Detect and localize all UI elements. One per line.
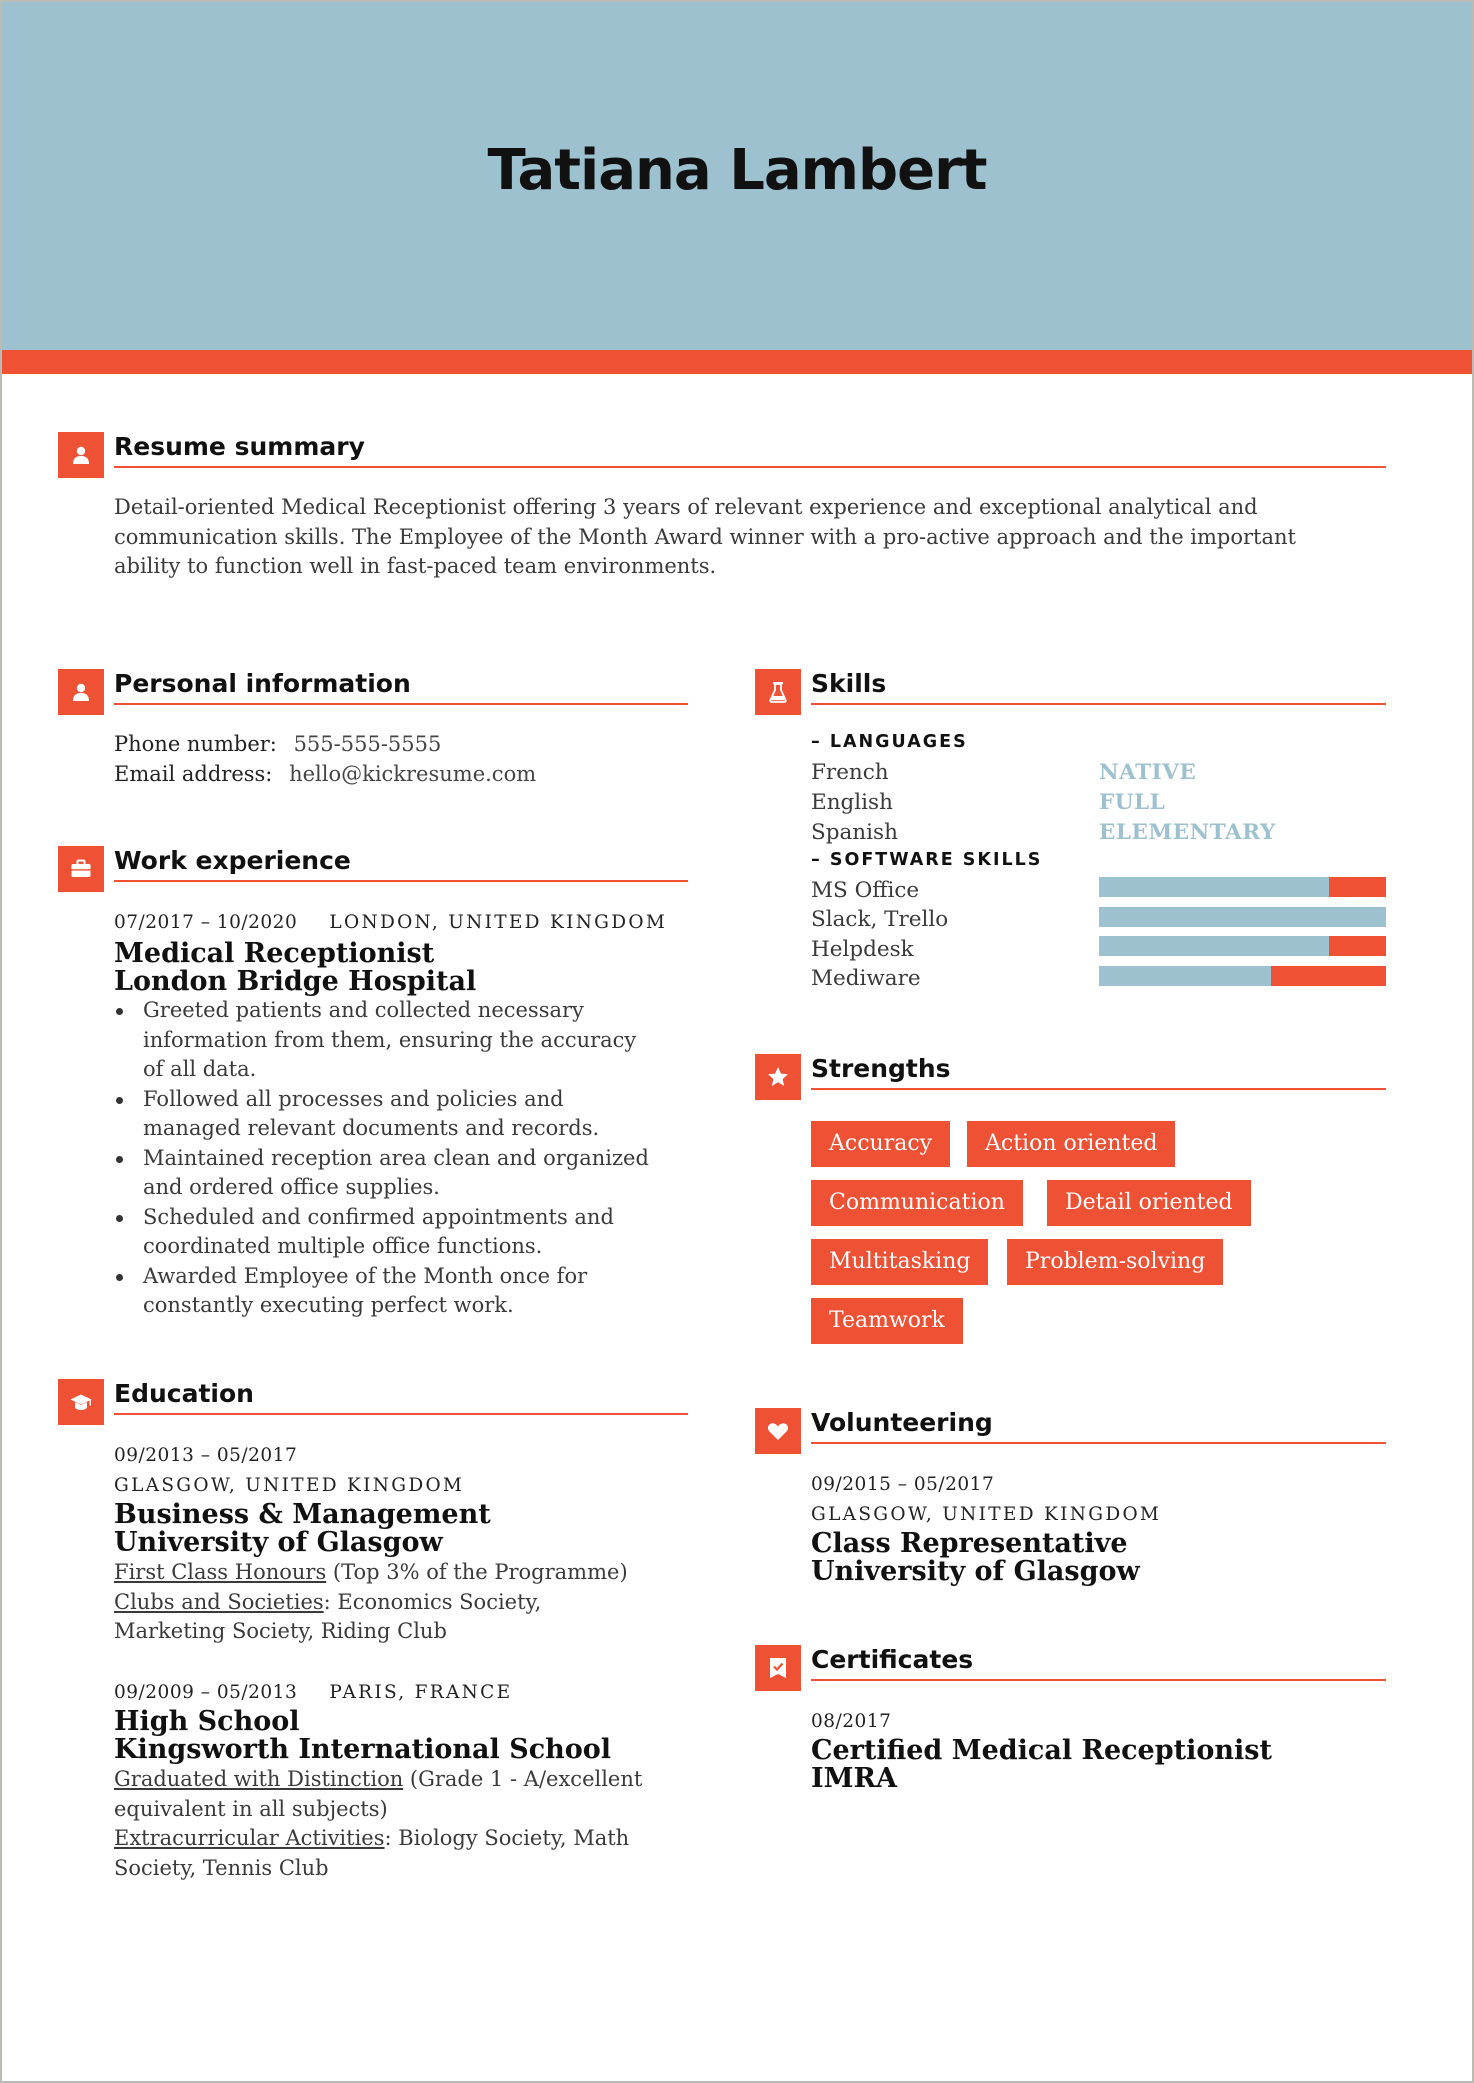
section-title: Skills (811, 669, 887, 698)
clubs-link[interactable]: Clubs and Societies (114, 1589, 324, 1614)
skill-bar-remainder (1329, 936, 1386, 956)
section-education-header (58, 1379, 688, 1425)
edu-2-dates-location (114, 1682, 512, 1703)
list-item (114, 996, 714, 1085)
summary-line: communication skills. The Employee of the Month Award winner with a pro-active approach and the important (114, 524, 1296, 549)
work-dates-location (114, 912, 667, 933)
language-name: English (811, 790, 893, 815)
bullet-line: Followed all processes and policies and (143, 1086, 564, 1111)
edu-detail-line (114, 1558, 714, 1588)
section-title: Work experience (114, 846, 351, 875)
language-level: FULL (1099, 790, 1166, 815)
section-rule (811, 703, 1386, 705)
skill-level-bar (1099, 877, 1386, 897)
email-label: Email address: (114, 762, 273, 786)
summary-line: Detail-oriented Medical Receptionist offering 3 years of relevant experience and exceptional analytical and (114, 495, 1258, 519)
detail-text: (Grade 1 - A/excellent (403, 1767, 643, 1791)
software-caption: – SOFTWARE SKILLS (811, 850, 1043, 870)
summary-text (114, 493, 1404, 582)
phone-row (114, 730, 704, 760)
distinction-link[interactable]: Graduated with Distinction (114, 1767, 404, 1791)
bullet-line: information from them, ensuring the accuracy (143, 1027, 637, 1052)
edu-1-degree: Business & Management (114, 1499, 491, 1530)
volunteer-role: Class Representative (811, 1528, 1128, 1559)
language-name: French (811, 760, 889, 785)
section-title: Personal information (114, 669, 411, 698)
edu-2-details (114, 1765, 714, 1883)
phone-value: 555-555-5555 (293, 732, 442, 756)
edu-2-dates: 09/2009 – 05/2013 (114, 1682, 298, 1703)
edu-detail-line: Society, Tennis Club (114, 1855, 329, 1880)
work-employer: London Bridge Hospital (114, 966, 477, 997)
edu-detail-line (114, 1765, 714, 1795)
bullet-line: coordinated multiple office functions. (143, 1234, 543, 1258)
email-row (114, 760, 704, 790)
section-rule (114, 1413, 688, 1415)
bullet-line: Maintained reception area clean and organized (143, 1145, 649, 1170)
bullet-line: Awarded Employee of the Month once for (143, 1263, 588, 1288)
honours-link[interactable]: First Class Honours (114, 1560, 327, 1584)
certificate-date: 08/2017 (811, 1711, 892, 1732)
skill-level-bar (1099, 936, 1386, 956)
star-icon (755, 1054, 801, 1100)
edu-2-degree: High School (114, 1706, 300, 1737)
briefcase-icon (58, 846, 104, 892)
volunteer-org: University of Glasgow (811, 1556, 1140, 1587)
work-position: Medical Receptionist (114, 938, 435, 969)
language-name: Spanish (811, 820, 898, 845)
accent-stripe (2, 350, 1472, 374)
section-rule (811, 1442, 1386, 1444)
section-rule (811, 1679, 1386, 1681)
section-rule (811, 1088, 1386, 1090)
section-title: Volunteering (811, 1408, 993, 1437)
strength-tag: Communication (811, 1180, 1023, 1226)
section-summary-header (58, 432, 1386, 478)
section-work-header (58, 846, 688, 892)
list-item (114, 1085, 714, 1144)
bullet-line: managed relevant documents and records. (143, 1116, 600, 1140)
heart-icon (755, 1408, 801, 1454)
bullet-line: of all data. (143, 1057, 257, 1081)
software-name: Mediware (811, 966, 921, 991)
strength-tag: Teamwork (811, 1298, 963, 1344)
certificate-name: Certified Medical Receptionist (811, 1735, 1272, 1766)
language-level: ELEMENTARY (1099, 820, 1276, 845)
section-strengths-header (755, 1054, 1386, 1100)
bullet-line: Scheduled and confirmed appointments and (143, 1204, 614, 1229)
edu-detail-line: Marketing Society, Riding Club (114, 1619, 447, 1643)
bullet-line: constantly executing perfect work. (143, 1293, 514, 1317)
bullet-line: Greeted patients and collected necessary (143, 998, 584, 1022)
section-title: Certificates (811, 1645, 974, 1674)
edu-1-dates: 09/2013 – 05/2017 (114, 1445, 298, 1466)
edu-detail-line: equivalent in all subjects) (114, 1796, 388, 1821)
strength-tag: Multitasking (811, 1239, 988, 1285)
list-item (114, 1144, 714, 1203)
bullet-line: and ordered office supplies. (143, 1175, 440, 1199)
work-location: LONDON, UNITED KINGDOM (329, 912, 668, 933)
summary-line: ability to function well in fast-paced team environments. (114, 554, 717, 578)
skill-level-bar (1099, 907, 1386, 927)
section-title: Resume summary (114, 432, 365, 461)
candidate-name: Tatiana Lambert (487, 138, 987, 203)
languages-caption: – LANGUAGES (811, 732, 968, 752)
software-name: Helpdesk (811, 937, 914, 962)
list-item (114, 1262, 714, 1321)
edu-2-location: PARIS, FRANCE (329, 1682, 513, 1703)
strength-tag: Accuracy (811, 1121, 950, 1167)
extracurricular-link[interactable]: Extracurricular Activities (114, 1826, 385, 1850)
section-title: Education (114, 1379, 254, 1408)
work-dates: 07/2017 – 10/2020 (114, 912, 298, 933)
detail-text: : Biology Society, Math (384, 1826, 630, 1850)
skill-bar-remainder (1271, 966, 1386, 986)
flask-icon (755, 669, 801, 715)
list-item (114, 1203, 714, 1262)
section-rule (114, 466, 1386, 468)
certificate-issuer: IMRA (811, 1763, 897, 1794)
edu-detail-line (114, 1588, 714, 1618)
section-personal-header (58, 669, 688, 715)
detail-text: : Economics Society, (323, 1589, 542, 1614)
language-level: NATIVE (1099, 760, 1197, 785)
work-bullets (114, 996, 714, 1321)
person-icon (58, 432, 104, 478)
skill-bar-remainder (1329, 877, 1386, 897)
section-rule (114, 703, 688, 705)
edu-detail-line (114, 1824, 714, 1854)
strength-tag: Action oriented (967, 1121, 1175, 1167)
phone-label: Phone number: (114, 732, 277, 756)
section-title: Strengths (811, 1054, 951, 1083)
software-name: Slack, Trello (811, 907, 949, 932)
edu-1-school: University of Glasgow (114, 1527, 443, 1558)
detail-text: (Top 3% of the Programme) (326, 1560, 628, 1584)
section-rule (114, 880, 688, 882)
person-icon (58, 669, 104, 715)
section-certificates-header (755, 1645, 1386, 1691)
edu-1-details (114, 1558, 714, 1647)
graduation-cap-icon (58, 1379, 104, 1425)
certificate-icon (755, 1645, 801, 1691)
edu-1-location: GLASGOW, UNITED KINGDOM (114, 1475, 465, 1496)
strength-tag: Problem-solving (1007, 1239, 1223, 1285)
section-volunteering-header (755, 1408, 1386, 1454)
software-name: MS Office (811, 878, 920, 903)
volunteer-dates: 09/2015 – 05/2017 (811, 1474, 995, 1495)
strength-tag: Detail oriented (1047, 1180, 1251, 1226)
email-value: hello@kickresume.com (289, 762, 537, 786)
edu-2-school: Kingsworth International School (114, 1734, 612, 1765)
section-skills-header (755, 669, 1386, 715)
volunteer-location: GLASGOW, UNITED KINGDOM (811, 1504, 1162, 1525)
skill-level-bar (1099, 966, 1386, 986)
